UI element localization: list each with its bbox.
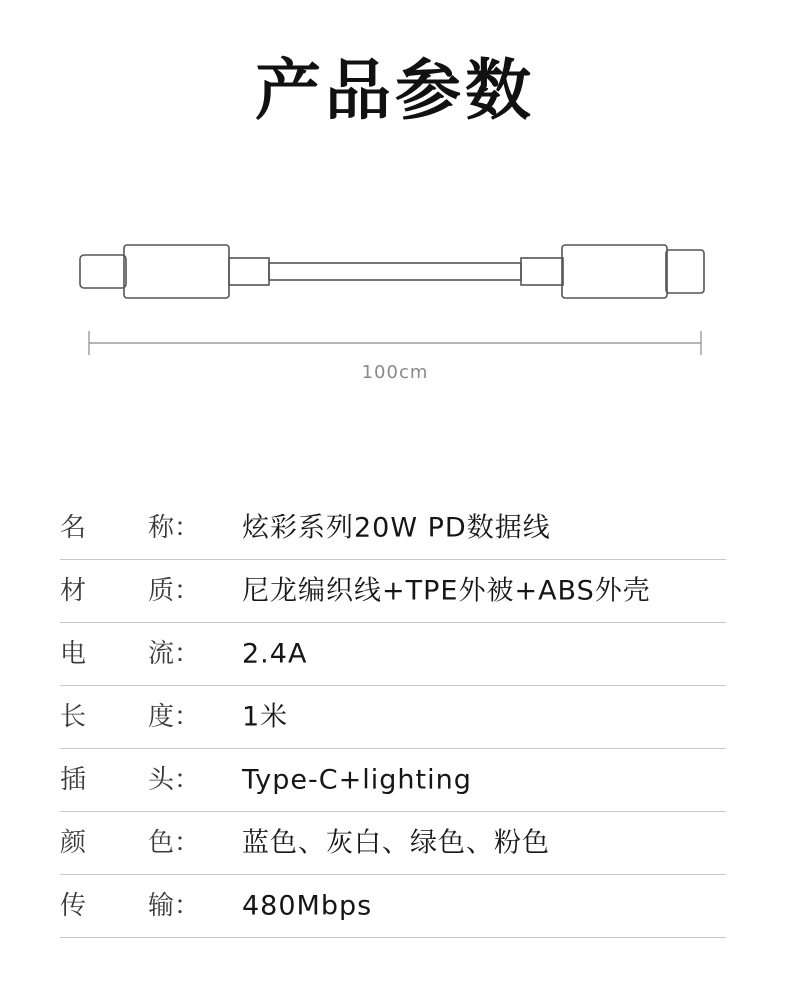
spec-row-connector xyxy=(60,749,726,812)
spec-value: 蓝色、灰白、绿色、粉色 xyxy=(242,827,550,859)
spec-key-char-1: 长 xyxy=(60,702,87,732)
spec-key-char-1: 插 xyxy=(60,765,87,795)
right-strain-relief xyxy=(521,258,563,285)
spec-value: Type-C+lighting xyxy=(242,764,472,796)
spec-row-material xyxy=(60,560,726,623)
spec-key-char-1: 名 xyxy=(60,513,87,543)
spec-row-transfer xyxy=(60,875,726,938)
spec-key-char-2: 称： xyxy=(148,513,201,543)
spec-key-char-1: 材 xyxy=(60,576,87,606)
cable-diagram xyxy=(0,0,790,360)
spec-key-char-2: 输： xyxy=(148,891,201,921)
page-title: 产品参数 xyxy=(255,52,535,129)
length-label: 100cm xyxy=(361,362,429,383)
spec-value: 480Mbps xyxy=(242,890,373,922)
spec-key-char-2: 质： xyxy=(148,576,201,606)
spec-key-char-1: 颜 xyxy=(60,828,87,858)
spec-row-length xyxy=(60,686,726,749)
spec-key-char-2: 头： xyxy=(148,765,201,795)
spec-table xyxy=(60,497,726,938)
right-connector-housing xyxy=(562,245,667,298)
spec-value: 2.4A xyxy=(242,638,308,670)
spec-row-color xyxy=(60,812,726,875)
spec-key-char-1: 电 xyxy=(60,639,87,669)
spec-row-name xyxy=(60,497,726,560)
cable-body xyxy=(269,263,521,280)
lightning-tip xyxy=(80,255,126,288)
left-strain-relief xyxy=(229,258,269,285)
spec-key-char-1: 传 xyxy=(60,891,87,921)
left-connector-housing xyxy=(124,245,229,298)
spec-value: 尼龙编织线+TPE外被+ABS外壳 xyxy=(242,575,651,607)
spec-value: 炫彩系列20W PD数据线 xyxy=(242,512,551,544)
spec-row-current xyxy=(60,623,726,686)
typec-tip xyxy=(666,250,704,293)
spec-key-char-2: 色： xyxy=(148,828,201,858)
spec-value: 1米 xyxy=(242,701,289,733)
spec-key-char-2: 流： xyxy=(148,639,201,669)
spec-key-char-2: 度： xyxy=(148,702,201,732)
